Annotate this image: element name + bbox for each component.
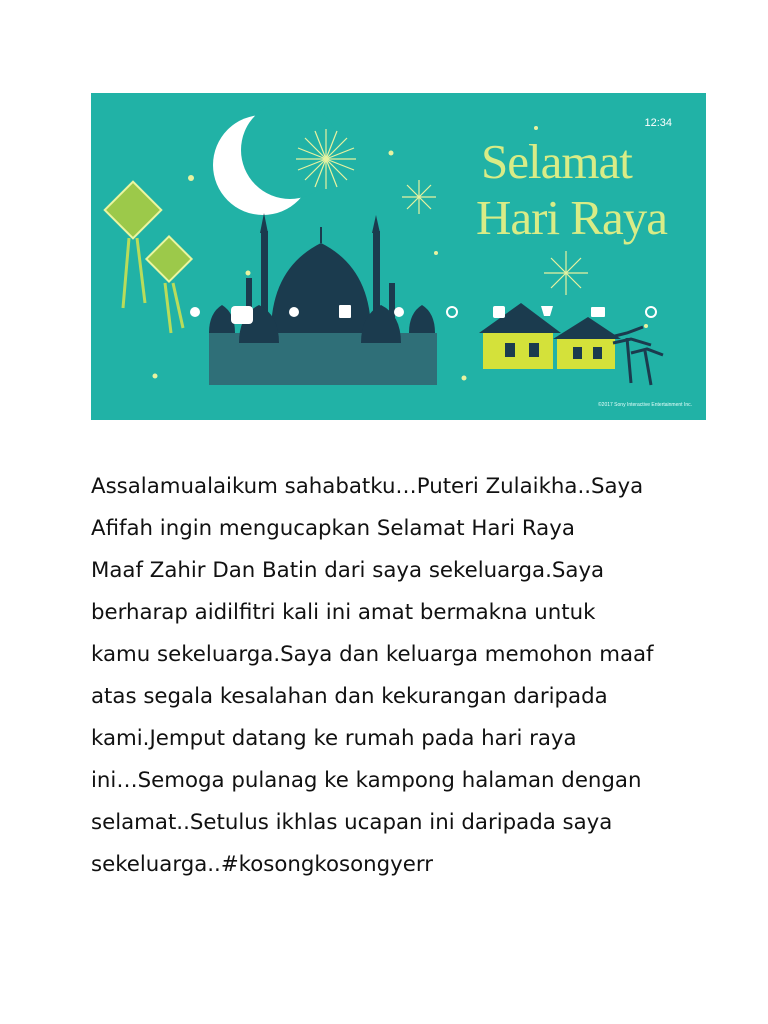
letter-line: kami.Jemput datang ke rumah pada hari raya <box>91 726 577 751</box>
crescent-moon-icon <box>213 101 339 215</box>
greeting-line-selamat: Selamat <box>481 134 632 189</box>
letter-line: Maaf Zahir Dan Batin dari saya sekeluarga.Saya <box>91 558 605 583</box>
info-icon <box>190 307 200 317</box>
messages-icon <box>394 307 404 317</box>
power-icon <box>646 307 656 317</box>
ketupat-icon <box>105 182 192 333</box>
mosque-icon <box>209 213 437 385</box>
copyright-text: ©2017 Sony Interactive Entertainment Inc. <box>597 402 692 408</box>
letter-line: sekeluarga..#kosongkosongyerr <box>91 852 434 877</box>
notifications-icon <box>289 307 299 317</box>
hari-raya-banner-image <box>91 93 706 420</box>
letter-line: kamu sekeluarga.Saya dan keluarga memohon maaf <box>91 642 654 667</box>
letter-line: ini…Semoga pulanag ke kampong halaman dengan <box>91 768 642 793</box>
profile-icon <box>493 306 505 318</box>
greeting-line-hari-raya: Hari Raya <box>476 190 667 245</box>
friends-icon <box>231 306 253 324</box>
clock-text: 12:34 <box>644 117 672 129</box>
letter-line: selamat..Setulus ikhlas ucapan ini daripada saya <box>91 810 613 835</box>
letter-paragraph <box>91 466 691 886</box>
letter-line: atas segala kesalahan dan kekurangan daripada <box>91 684 608 709</box>
letter-line: Afifah ingin mengucapkan Selamat Hari Raya <box>91 516 575 541</box>
calendar-icon <box>339 305 351 318</box>
letter-line: Assalamualaikum sahabatku…Puteri Zulaikha..Saya <box>91 474 644 499</box>
kampung-houses-icon <box>479 303 663 385</box>
trophy-icon <box>541 306 553 316</box>
settings-icon <box>591 307 605 317</box>
refresh-icon <box>447 307 457 317</box>
letter-line: berharap aidilfitri kali ini amat bermakna untuk <box>91 600 596 625</box>
